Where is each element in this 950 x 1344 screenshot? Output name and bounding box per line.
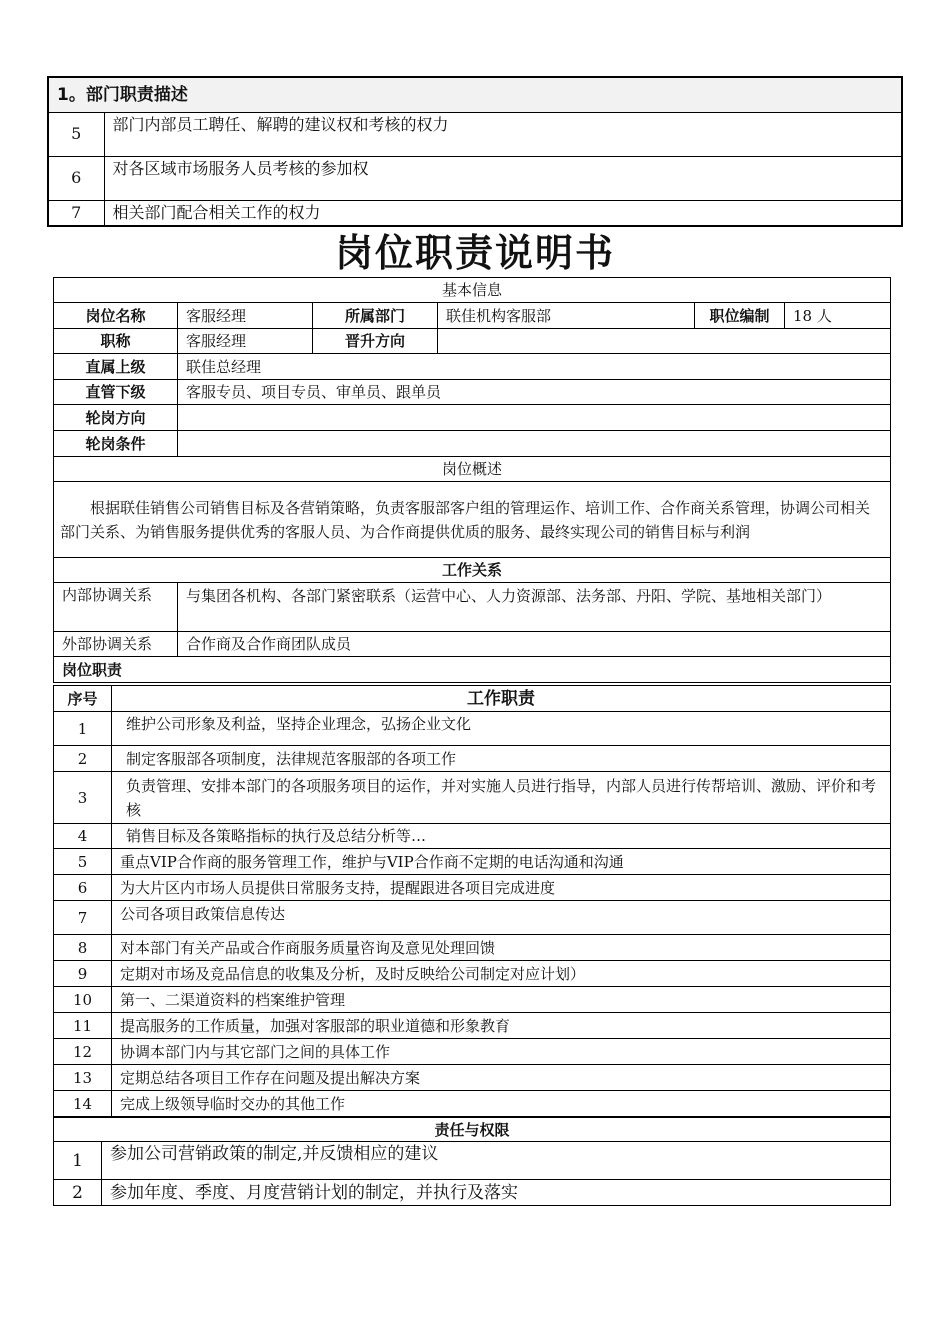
duty-text: 完成上级领导临时交办的其他工作 bbox=[112, 1091, 891, 1117]
headcount-label: 职位编制 bbox=[695, 303, 785, 329]
rotation-condition-value bbox=[178, 431, 891, 457]
duty-no: 5 bbox=[54, 849, 112, 875]
duty-no: 2 bbox=[54, 746, 112, 772]
duty-no: 12 bbox=[54, 1039, 112, 1065]
dept-duty-no: 7 bbox=[48, 200, 104, 226]
dept-duty-no: 6 bbox=[48, 156, 104, 200]
promotion-value bbox=[438, 329, 891, 354]
duty-text: 对本部门有关产品或合作商服务质量咨询及意见处理回馈 bbox=[112, 935, 891, 961]
duty-text: 第一、二渠道资料的档案维护管理 bbox=[112, 987, 891, 1013]
dept-duty-no: 5 bbox=[48, 112, 104, 156]
promotion-label: 晋升方向 bbox=[313, 329, 438, 354]
department-label: 所属部门 bbox=[313, 303, 438, 329]
authority-text: 参加年度、季度、月度营销计划的制定，并执行及落实 bbox=[102, 1180, 891, 1206]
subordinate-label: 直管下级 bbox=[54, 380, 178, 405]
overview-text: 根据联佳销售公司销售目标及各营销策略，负责客服部客户组的管理运作、培训工作、合作商关系管理，协调公司相关部门关系、为销售服务提供优秀的客服人员、为合作商提供优质的服务、最终实现公司的销售目标与利润 bbox=[54, 482, 891, 558]
job-title-value: 客服经理 bbox=[178, 329, 313, 354]
relations-heading: 工作关系 bbox=[54, 558, 891, 583]
authority-text: 参加公司营销政策的制定,并反馈相应的建议 bbox=[102, 1142, 891, 1180]
dept-duty-text: 相关部门配合相关工作的权力 bbox=[104, 200, 902, 226]
duty-no: 13 bbox=[54, 1065, 112, 1091]
rotation-direction-value bbox=[178, 405, 891, 431]
duty-text: 定期对市场及竞品信息的收集及分析，及时反映给公司制定对应计划） bbox=[112, 961, 891, 987]
dept-duty-text: 部门内部员工聘任、解聘的建议权和考核的权力 bbox=[104, 112, 902, 156]
duty-no: 3 bbox=[54, 772, 112, 824]
document-title: 岗位职责说明书 bbox=[334, 231, 615, 275]
authority-heading: 责任与权限 bbox=[54, 1118, 891, 1142]
duty-no: 7 bbox=[54, 901, 112, 935]
duty-text: 提高服务的工作质量，加强对客服部的职业道德和形象教育 bbox=[112, 1013, 891, 1039]
overview-heading: 岗位概述 bbox=[54, 457, 891, 482]
duties-heading: 岗位职责 bbox=[54, 657, 891, 683]
dept-duty-table bbox=[47, 76, 903, 227]
superior-label: 直属上级 bbox=[54, 354, 178, 380]
subordinate-value: 客服专员、项目专员、审单员、跟单员 bbox=[178, 380, 891, 405]
internal-relations-value: 与集团各机构、各部门紧密联系（运营中心、人力资源部、法务部、丹阳、学院、基地相关部门） bbox=[178, 583, 891, 632]
duty-text: 制定客服部各项制度，法律规范客服部的各项工作 bbox=[112, 746, 891, 772]
position-name-label: 岗位名称 bbox=[54, 303, 178, 329]
duty-no: 8 bbox=[54, 935, 112, 961]
department-value: 联佳机构客服部 bbox=[438, 303, 695, 329]
duty-no: 9 bbox=[54, 961, 112, 987]
superior-value: 联佳总经理 bbox=[178, 354, 891, 380]
external-relations-label: 外部协调关系 bbox=[54, 632, 178, 657]
authority-no: 1 bbox=[54, 1142, 102, 1180]
headcount-value: 18 人 bbox=[785, 303, 891, 329]
duty-no: 11 bbox=[54, 1013, 112, 1039]
duty-no: 10 bbox=[54, 987, 112, 1013]
duty-no: 4 bbox=[54, 824, 112, 849]
internal-relations-label: 内部协调关系 bbox=[54, 583, 178, 632]
authority-table bbox=[53, 1117, 891, 1206]
duty-text: 为大片区内市场人员提供日常服务支持，提醒跟进各项目完成进度 bbox=[112, 875, 891, 901]
rotation-condition-label: 轮岗条件 bbox=[54, 431, 178, 457]
duty-text: 协调本部门内与其它部门之间的具体工作 bbox=[112, 1039, 891, 1065]
position-name-value: 客服经理 bbox=[178, 303, 313, 329]
job-info-table bbox=[53, 277, 891, 683]
duties-no-header: 序号 bbox=[54, 686, 112, 712]
duty-no: 14 bbox=[54, 1091, 112, 1117]
dept-duty-text: 对各区域市场服务人员考核的参加权 bbox=[104, 156, 902, 200]
duty-no: 1 bbox=[54, 712, 112, 746]
duty-text: 定期总结各项目工作存在问题及提出解决方案 bbox=[112, 1065, 891, 1091]
duty-text: 负责管理、安排本部门的各项服务项目的运作，并对实施人员进行指导，内部人员进行传帮培训、激励、评价和考核 bbox=[112, 772, 891, 824]
authority-no: 2 bbox=[54, 1180, 102, 1206]
external-relations-value: 合作商及合作商团队成员 bbox=[178, 632, 891, 657]
duty-text: 公司各项目政策信息传达 bbox=[112, 901, 891, 935]
duty-text: 维护公司形象及利益，坚持企业理念，弘扬企业文化 bbox=[112, 712, 891, 746]
duty-text: 销售目标及各策略指标的执行及总结分析等… bbox=[112, 824, 891, 849]
rotation-direction-label: 轮岗方向 bbox=[54, 405, 178, 431]
duty-no: 6 bbox=[54, 875, 112, 901]
duty-text: 重点VIP合作商的服务管理工作，维护与VIP合作商不定期的电话沟通和沟通 bbox=[112, 849, 891, 875]
duties-duty-header: 工作职责 bbox=[112, 686, 891, 712]
basic-info-heading: 基本信息 bbox=[54, 278, 891, 303]
dept-duty-header: 1。部门职责描述 bbox=[48, 77, 902, 112]
duties-table bbox=[53, 685, 891, 1117]
job-title-label: 职称 bbox=[54, 329, 178, 354]
